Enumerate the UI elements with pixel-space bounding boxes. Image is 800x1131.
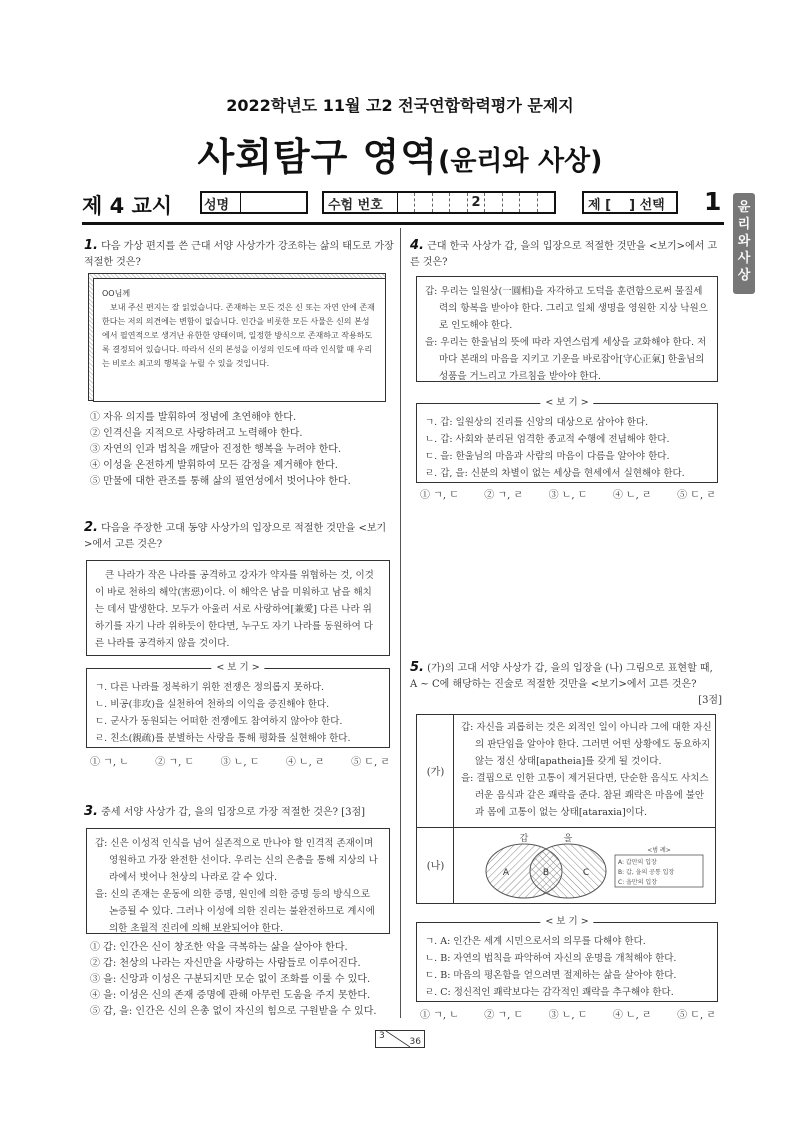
q1-options bbox=[90, 410, 351, 490]
answer-option[interactable]: ③ ㄴ, ㄷ bbox=[220, 757, 260, 768]
exam-number-label: 수험 번호 bbox=[328, 198, 383, 213]
page-number-large: 1 bbox=[704, 187, 722, 216]
venn-legend-item: C: 을만의 입장 bbox=[618, 879, 658, 886]
name-box-divider bbox=[240, 193, 241, 212]
bogi-item: ㄱ. 갑: 일원상의 진리를 신앙의 대상으로 삼아야 한다. bbox=[425, 417, 649, 428]
bogi-item: ㄱ. 다른 나라를 정복하기 위한 전쟁은 정의롭지 못하다. bbox=[95, 682, 325, 693]
exam-number-cell[interactable] bbox=[433, 193, 450, 212]
answer-option[interactable]: ① ㄱ, ㄴ bbox=[420, 1010, 459, 1021]
question-1 bbox=[84, 238, 394, 271]
question-text: (가)의 고대 서양 사상가 갑, 을의 입장을 (나) 그림으로 표현할 때, A ~ C에 해당하는 진술로 적절한 것만을 <보기>에서 고른 것은? bbox=[410, 663, 713, 690]
q4-answers bbox=[420, 488, 716, 504]
exam-title-main: 사회탐구 영역 bbox=[197, 135, 438, 179]
q4-bogi-box bbox=[416, 397, 718, 483]
venn-title-left: 갑 bbox=[519, 834, 529, 844]
exam-number-cell[interactable] bbox=[450, 193, 467, 212]
q4-passage-box bbox=[416, 276, 718, 382]
passage-eul: 을: 신의 존재는 운동에 의한 증명, 원인에 의한 증명 등의 방식으로 논증될 수 있다. 그러나 이성에 의한 진리는 불완전하므로 계시에 의한 초월적 진리에 의해 보완되어야 한다. bbox=[95, 889, 375, 934]
question-text: 근대 한국 사상가 갑, 을의 입장으로 적절한 것만을 <보기>에서 고른 것은? bbox=[410, 241, 718, 268]
answer-option[interactable]: ④ 이성을 온전하게 발휘하여 모든 감정을 제거해야 한다. bbox=[90, 460, 338, 471]
question-text: 중세 서양 사상가 갑, 을의 입장으로 가장 적절한 것은? [3점] bbox=[101, 807, 366, 818]
q3-passage-box bbox=[86, 828, 390, 934]
exam-number-cells bbox=[397, 193, 554, 212]
venn-region-c: C bbox=[582, 868, 590, 878]
header-rule bbox=[82, 222, 724, 225]
name-label: 성명 bbox=[204, 198, 230, 213]
question-number: 3. bbox=[84, 804, 98, 819]
venn-title-right: 을 bbox=[563, 834, 573, 844]
answer-option[interactable]: ⑤ 만물에 대한 관조를 통해 삶의 필연성에서 벗어나야 한다. bbox=[90, 476, 351, 487]
exam-number-cell[interactable] bbox=[538, 193, 554, 212]
venn-legend-item: A: 갑만의 입장 bbox=[618, 859, 657, 866]
answer-option[interactable]: ① ㄱ, ㄷ bbox=[420, 490, 459, 501]
bogi-title: < 보 기 > bbox=[540, 915, 593, 929]
exam-number-cell[interactable] bbox=[503, 193, 520, 212]
exam-number-cell[interactable] bbox=[398, 193, 415, 212]
exam-number-cell[interactable] bbox=[485, 193, 502, 212]
q5-passage bbox=[461, 719, 713, 821]
bogi-title: < 보 기 > bbox=[540, 396, 593, 410]
answer-option[interactable]: ② ㄱ, ㄷ bbox=[484, 1010, 524, 1021]
total-pages: 36 bbox=[409, 1037, 421, 1047]
answer-option[interactable]: ⑤ ㄷ, ㄹ bbox=[677, 490, 716, 501]
bogi-item: ㄴ. 갑: 사회와 분리된 엄격한 종교적 수행에 전념해야 한다. bbox=[425, 434, 670, 445]
venn-legend-title: <범 례> bbox=[647, 847, 671, 854]
venn-region-b: B bbox=[542, 868, 550, 878]
answer-option[interactable]: ③ 을: 신앙과 이성은 구분되지만 모순 없이 조화를 이룰 수 있다. bbox=[90, 974, 371, 985]
elective-box[interactable] bbox=[582, 191, 678, 214]
venn-legend-item: B: 갑, 을의 공통 입장 bbox=[618, 869, 675, 876]
answer-option[interactable]: ④ 을: 이성은 신의 존재 증명에 관해 아무런 도움을 주지 못한다. bbox=[90, 990, 371, 1001]
bogi-item: ㄷ. B: 마음의 평온함을 얻으려면 절제하는 삶을 살아야 한다. bbox=[425, 970, 677, 981]
q5-answers bbox=[420, 1008, 716, 1024]
exam-title bbox=[0, 126, 800, 181]
name-box[interactable] bbox=[200, 191, 308, 214]
side-tab-char: 와 bbox=[737, 234, 751, 249]
side-tab-char: 사 bbox=[737, 251, 751, 266]
side-tab-char: 상 bbox=[737, 268, 751, 283]
answer-option[interactable]: ② 갑: 천상의 나라는 자신만을 사랑하는 사람들로 이루어진다. bbox=[90, 958, 361, 969]
exam-number-cell[interactable] bbox=[415, 193, 432, 212]
page-indicator bbox=[375, 1030, 425, 1048]
question-3 bbox=[84, 804, 394, 821]
answer-option[interactable]: ③ ㄴ, ㄷ bbox=[548, 490, 588, 501]
answer-option[interactable]: ② 인격신을 지적으로 사랑하려고 노력해야 한다. bbox=[90, 428, 303, 439]
side-tab-char: 리 bbox=[737, 217, 751, 232]
answer-option[interactable]: ④ ㄴ, ㄹ bbox=[612, 1010, 652, 1021]
exam-number-cell[interactable]: 2 bbox=[468, 193, 485, 212]
answer-option[interactable]: ④ ㄴ, ㄹ bbox=[612, 490, 652, 501]
letter-greeting: OO님께 bbox=[102, 289, 131, 298]
passage-gap: 갑: 우리는 일원상(一圓相)을 자각하고 도덕을 훈련함으로써 물질세력의 항복을 받아야 한다. 그리고 일체 생명을 영원한 지상 낙원으로 인도해야 한다. bbox=[425, 286, 708, 331]
bogi-item: ㄷ. 을: 한울님의 마음과 사람의 마음이 다름을 알아야 한다. bbox=[425, 451, 670, 462]
passage-gap: 갑: 신은 이성적 인식을 넘어 실존적으로 만나야 할 인격적 존재이며 영원하고 가장 완전한 선이다. 우리는 신의 은총을 통해 지상의 나라에서 벗어나 천상의 나라로 갈 수 있다. bbox=[95, 838, 378, 883]
answer-option[interactable]: ③ ㄴ, ㄷ bbox=[548, 1010, 588, 1021]
q2-answers bbox=[90, 755, 390, 771]
q5-bogi-box bbox=[416, 916, 718, 1002]
venn-circle-right bbox=[530, 844, 606, 898]
answer-option[interactable]: ① 자유 의지를 발휘하여 정념에 초연해야 한다. bbox=[90, 412, 297, 423]
row-label-ga: (가) bbox=[426, 767, 445, 778]
points-label: [3점] bbox=[698, 695, 722, 706]
venn-diagram bbox=[454, 827, 716, 903]
q5-table bbox=[416, 714, 716, 904]
exam-header-row bbox=[82, 188, 724, 218]
exam-subtitle: 2022학년도 11월 고2 전국연합학력평가 문제지 bbox=[226, 96, 574, 115]
question-number: 5. bbox=[410, 660, 424, 675]
period-label: 제 4 교시 bbox=[82, 194, 173, 218]
row-label-na: (나) bbox=[426, 861, 445, 872]
answer-option[interactable]: ② ㄱ, ㄷ bbox=[155, 757, 195, 768]
answer-option[interactable]: ③ 자연의 인과 법칙을 깨달아 진정한 행복을 누려야 한다. bbox=[90, 444, 342, 455]
bogi-item: ㄴ. B: 자연의 법칙을 파악하여 자신의 운명을 개척해야 한다. bbox=[425, 953, 677, 964]
bogi-title: < 보 기 > bbox=[211, 661, 264, 675]
question-number: 2. bbox=[84, 520, 98, 535]
q2-passage-box: 큰 나라가 작은 나라를 공격하고 강자가 약자를 위협하는 것, 이것이 바로 천하의 해악(害惡)이다. 이 해악은 남을 미워하고 남을 해치는 데서 발생한다. 모두가 아울러 서로 사랑하여[兼愛] 다른 나라 위하기를 자기 나라 위하듯이 한다면, 누구도 자기 나라를 동원하여 다른 나라를 공격하지 않을 것이다. bbox=[86, 560, 390, 656]
subject-side-tab bbox=[733, 193, 755, 294]
exam-number-cell[interactable] bbox=[520, 193, 537, 212]
bogi-item: ㄴ. 비공(非攻)을 실천하여 천하의 이익을 증진해야 한다. bbox=[95, 699, 330, 710]
question-2 bbox=[84, 520, 394, 553]
question-number: 1. bbox=[84, 238, 98, 253]
side-tab-char: 윤 bbox=[737, 200, 751, 215]
question-4 bbox=[410, 238, 722, 271]
question-text: 다음을 주장한 고대 동양 사상가의 입장으로 적절한 것만을 <보기>에서 고른 것은? bbox=[84, 523, 387, 550]
table-label-column bbox=[417, 715, 454, 903]
answer-option[interactable]: ① ㄱ, ㄴ bbox=[90, 757, 129, 768]
elective-label: 제 [ ] 선택 bbox=[588, 198, 665, 213]
q2-bogi-box bbox=[86, 662, 390, 748]
bogi-item: ㄹ. 갑, 을: 신분의 차별이 없는 세상을 현세에서 실현해야 한다. bbox=[425, 468, 685, 479]
letter-content bbox=[93, 278, 386, 402]
bogi-item: ㄹ. 친소(親疏)를 분별하는 사랑을 통해 평화를 실현해야 한다. bbox=[95, 733, 351, 744]
question-text: 다음 가상 편지를 쓴 근대 서양 사상가가 강조하는 삶의 태도로 가장 적절한 것은? bbox=[84, 241, 394, 268]
bogi-item: ㄱ. A: 인간은 세계 시민으로서의 의무를 다해야 한다. bbox=[425, 936, 646, 947]
q1-letter-frame bbox=[88, 273, 392, 406]
q3-options bbox=[90, 940, 377, 1020]
answer-option[interactable]: ② ㄱ, ㄹ bbox=[484, 490, 524, 501]
column-divider bbox=[400, 228, 401, 1018]
current-page: 3 bbox=[379, 1031, 385, 1041]
question-5 bbox=[410, 660, 722, 709]
answer-option[interactable]: ① 갑: 인간은 신이 창조한 악을 극복하는 삶을 살아야 한다. bbox=[90, 942, 348, 953]
bogi-item: ㄹ. C: 정신적인 쾌락보다는 감각적인 쾌락을 추구해야 한다. bbox=[425, 987, 674, 998]
passage-eul: 을: 우리는 한울님의 뜻에 따라 자연스럽게 세상을 교화해야 한다. 저마다 본래의 마음을 지키고 기운을 바로잡아[守心正氣] 한울님의 성품을 거느리고 가르침을 받아야 한다. bbox=[425, 337, 707, 382]
exam-title-paren: (윤리와 사상) bbox=[437, 146, 603, 177]
bogi-item: ㄷ. 군사가 동원되는 어떠한 전쟁에도 참여하지 않아야 한다. bbox=[95, 716, 343, 727]
passage-eul: 을: 결핍으로 인한 고통이 제거된다면, 단순한 음식도 사치스러운 음식과 같은 쾌락을 준다. 참된 쾌락은 마음에 불안과 몸에 고통이 없는 상태[ataraxia]이다. bbox=[461, 773, 709, 818]
answer-option[interactable]: ⑤ ㄷ, ㄹ bbox=[351, 757, 390, 768]
passage-gap: 갑: 자신을 괴롭히는 것은 외적인 일이 아니라 그에 대한 자신의 판단임을 알아야 한다. 그러면 어떤 상황에도 동요하지 않는 정신 상태[apatheia]를 갖게 될 것이다. bbox=[461, 722, 712, 767]
venn-region-a: A bbox=[502, 868, 510, 878]
exam-number-box[interactable] bbox=[322, 191, 556, 214]
question-number: 4. bbox=[410, 238, 424, 253]
answer-option[interactable]: ⑤ 갑, 을: 인간은 신의 은총 없이 자신의 힘으로 구원받을 수 있다. bbox=[90, 1006, 377, 1017]
answer-option[interactable]: ⑤ ㄷ, ㄹ bbox=[677, 1010, 716, 1021]
answer-option[interactable]: ④ ㄴ, ㄹ bbox=[285, 757, 325, 768]
letter-body: 보내 주신 편지는 잘 읽었습니다. 존재하는 모든 것은 신 또는 자연 안에 존재한다는 저의 의견에는 변함이 없습니다. 인간을 비롯한 모든 사물은 신의 본성에서 필연적으로 생겨난 유한한 양태이며, 일정한 방식으로 존재하고 작용하도록 결정되어 있습니다. 따라서 신의 본성을 이성의 인도에 따라 인식할 때 우리는 비로소 최고의 행복을 누릴 수 있을 것입니다. bbox=[102, 303, 375, 368]
